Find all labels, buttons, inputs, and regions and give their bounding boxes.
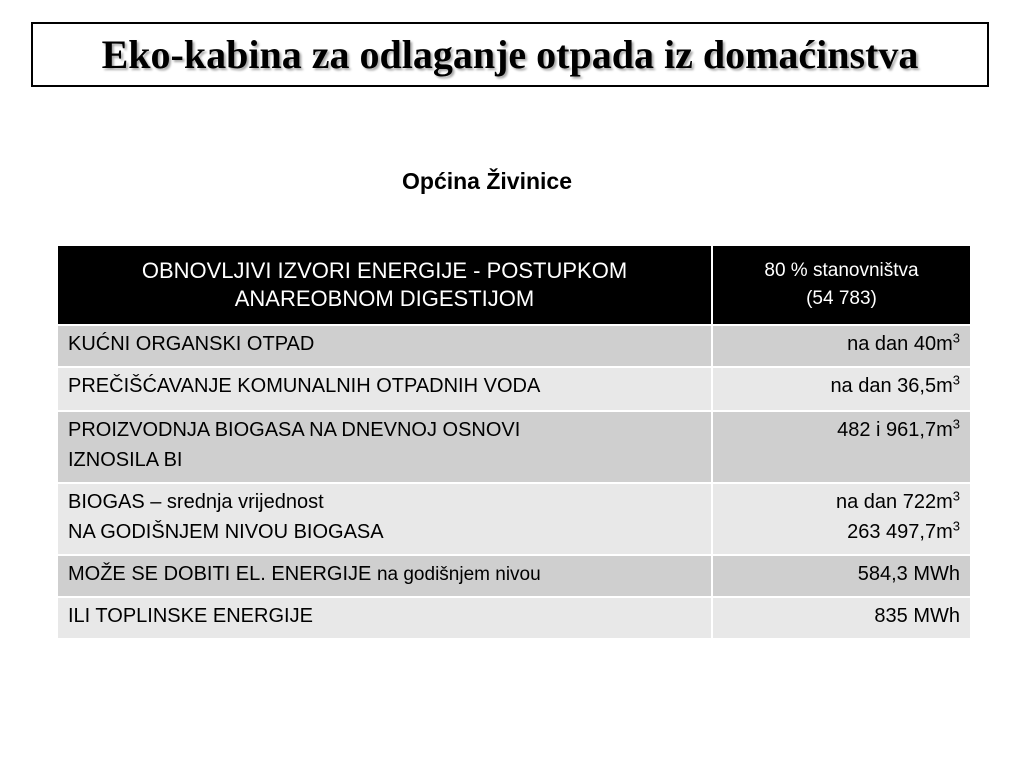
table-row xyxy=(57,325,971,367)
table-row xyxy=(57,411,971,483)
table-row xyxy=(57,597,971,639)
row-value: na dan $36,5m^3$ xyxy=(712,367,971,411)
energy-table xyxy=(56,244,972,640)
row-label: BIOGAS – srednja vrijednost NA GODIŠNJEM NIVOU BIOGASA xyxy=(57,483,712,555)
table-row xyxy=(57,483,971,555)
row-label: PREČIŠĆAVANJE KOMUNALNIH OTPADNIH VODA xyxy=(57,367,712,411)
slide-subtitle: Općina Živinice xyxy=(402,168,572,194)
table-row xyxy=(57,367,971,411)
header-left-line1: OBNOVLJIVI IZVORI ENERGIJE - POSTUPKOM xyxy=(141,258,628,283)
row-value: 835 MWh xyxy=(712,597,971,639)
row-label: MOŽE SE DOBITI EL. ENERGIJE na godišnjem nivou xyxy=(57,555,712,597)
title-box xyxy=(31,22,989,87)
slide-subtitle-container xyxy=(0,168,1024,195)
header-left-line2: ANAREOBNOM DIGESTIJOM xyxy=(234,286,535,311)
slide-title: Eko-kabina za odlaganje otpada iz domaćinstva xyxy=(101,32,919,77)
row-label: KUĆNI ORGANSKI OTPAD xyxy=(57,325,712,367)
header-right-cell xyxy=(712,245,971,325)
row-value: 482 i $961,7m^3$ xyxy=(712,411,971,483)
header-left-cell xyxy=(57,245,712,325)
header-right-line2: (54 783) xyxy=(806,288,877,309)
header-right-line1: 80 % stanovništva xyxy=(764,260,919,281)
table-header-row xyxy=(57,245,971,325)
row-value: na dan $722m^3$ 263 $497,7m^3$ xyxy=(712,483,971,555)
row-label: PROIZVODNJA BIOGASA NA DNEVNOJ OSNOVI IZNOSILA BI xyxy=(57,411,712,483)
row-value: na dan $40m^3$ xyxy=(712,325,971,367)
row-value: 584,3 MWh xyxy=(712,555,971,597)
table-row xyxy=(57,555,971,597)
row-label: ILI TOPLINSKE ENERGIJE xyxy=(57,597,712,639)
